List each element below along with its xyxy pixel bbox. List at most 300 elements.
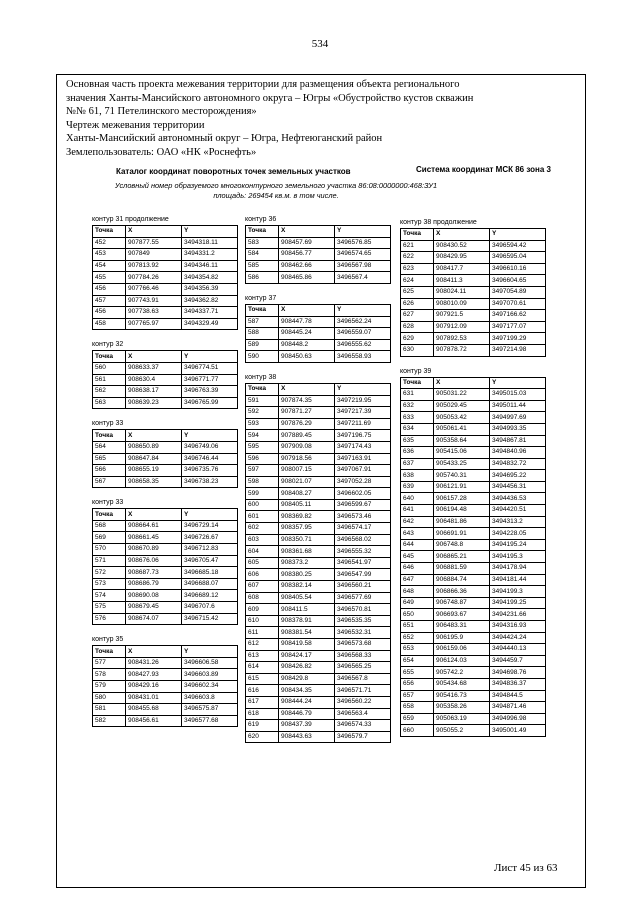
point-cell: 600	[246, 499, 279, 511]
point-cell: 564	[93, 441, 126, 453]
x-cell: 908429.95	[434, 252, 490, 264]
contour-title: контур 38	[245, 373, 277, 381]
y-cell: 3496746.44	[182, 453, 238, 465]
column-header: Точка	[246, 226, 279, 238]
x-cell: 908434.35	[279, 685, 335, 697]
x-cell: 908405.54	[279, 592, 335, 604]
point-cell: 638	[401, 470, 434, 482]
y-cell: 3494337.71	[182, 307, 238, 319]
x-cell: 908430.52	[434, 240, 490, 252]
contour-title: контур 36	[245, 216, 277, 223]
table-row	[93, 374, 238, 386]
point-cell: 629	[401, 333, 434, 345]
x-cell: 908630.4	[126, 374, 182, 386]
x-cell: 908419.58	[279, 639, 335, 651]
column-header: Y	[182, 351, 238, 363]
table-column-left	[92, 215, 238, 737]
point-cell: 644	[401, 539, 434, 551]
y-cell: 3496685.18	[182, 567, 238, 579]
table-row	[246, 639, 391, 651]
x-cell: 908431.01	[126, 692, 182, 704]
point-cell: 606	[246, 569, 279, 581]
y-cell: 3495015.03	[490, 389, 546, 401]
y-cell: 3494832.72	[490, 458, 546, 470]
coordinates-table	[92, 225, 238, 330]
column-header: X	[126, 509, 182, 521]
x-cell: 908380.25	[279, 569, 335, 581]
y-cell: 3496571.71	[335, 685, 391, 697]
x-cell: 905055.2	[434, 725, 490, 737]
x-cell: 908655.19	[126, 465, 182, 477]
point-cell: 456	[93, 283, 126, 295]
y-cell: 3497174.43	[335, 441, 391, 453]
y-cell: 3494318.11	[182, 237, 238, 249]
x-cell: 907784.26	[126, 272, 182, 284]
x-cell: 908426.82	[279, 662, 335, 674]
point-cell: 635	[401, 435, 434, 447]
x-cell: 908456.77	[279, 249, 335, 261]
coordinates-table	[400, 228, 546, 357]
point-cell: 568	[93, 520, 126, 532]
column-header: Точка	[93, 646, 126, 658]
y-cell: 3494836.37	[490, 678, 546, 690]
x-cell: 908382.14	[279, 581, 335, 593]
column-header: X	[126, 351, 182, 363]
point-cell: 579	[93, 681, 126, 693]
contour-block	[92, 215, 238, 330]
point-cell: 580	[93, 692, 126, 704]
y-cell: 3494997.69	[490, 412, 546, 424]
column-header: Точка	[246, 304, 279, 316]
y-cell: 3496749.06	[182, 441, 238, 453]
y-cell: 3496535.35	[335, 615, 391, 627]
point-cell: 454	[93, 260, 126, 272]
x-cell: 908462.66	[279, 260, 335, 272]
table-row	[246, 534, 391, 546]
point-cell: 560	[93, 362, 126, 374]
x-cell: 906195.9	[434, 632, 490, 644]
y-cell: 3494313.2	[490, 516, 546, 528]
y-cell: 3496555.62	[335, 339, 391, 351]
coordinates-table	[92, 645, 238, 727]
point-cell: 576	[93, 613, 126, 625]
column-header: Точка	[246, 383, 279, 395]
y-cell: 3496765.99	[182, 397, 238, 409]
column-header: X	[434, 377, 490, 389]
column-header: X	[126, 226, 182, 238]
y-cell: 3494195.24	[490, 539, 546, 551]
table-row	[246, 351, 391, 363]
x-cell: 908638.17	[126, 386, 182, 398]
table-row	[93, 272, 238, 284]
table-row	[93, 283, 238, 295]
table-row	[401, 412, 546, 424]
y-cell: 3496541.97	[335, 557, 391, 569]
contour-title: контур 32	[92, 341, 124, 349]
x-cell: 907878.72	[434, 344, 490, 356]
table-row	[246, 272, 391, 284]
header-line: значения Ханты-Мансийского автономного округа – Югры «Обустройство кустов скважин	[66, 92, 474, 104]
table-row	[93, 532, 238, 544]
y-cell: 3496595.04	[490, 252, 546, 264]
y-cell: 3496575.87	[182, 704, 238, 716]
column-header: X	[279, 304, 335, 316]
point-cell: 625	[401, 286, 434, 298]
point-cell: 653	[401, 644, 434, 656]
table-row	[246, 627, 391, 639]
y-cell: 3496774.51	[182, 362, 238, 374]
y-cell: 3494993.35	[490, 423, 546, 435]
column-header: X	[434, 229, 490, 241]
y-cell: 3494316.93	[490, 621, 546, 633]
point-cell: 453	[93, 249, 126, 261]
y-cell: 3494346.11	[182, 260, 238, 272]
table-row	[246, 316, 391, 328]
point-cell: 574	[93, 590, 126, 602]
x-cell: 908378.91	[279, 615, 335, 627]
y-cell: 3495011.44	[490, 400, 546, 412]
y-cell: 3494440.13	[490, 644, 546, 656]
table-row	[401, 458, 546, 470]
x-cell: 908633.37	[126, 362, 182, 374]
document-header	[66, 78, 576, 160]
y-cell: 3494331.2	[182, 249, 238, 261]
coordinates-table	[92, 508, 238, 625]
point-cell: 649	[401, 597, 434, 609]
table-row	[93, 692, 238, 704]
point-cell: 562	[93, 386, 126, 398]
point-cell: 646	[401, 563, 434, 575]
table-row	[401, 528, 546, 540]
x-cell: 908445.24	[279, 328, 335, 340]
x-cell: 908021.07	[279, 476, 335, 488]
y-cell: 3496573.68	[335, 639, 391, 651]
x-cell: 908369.82	[279, 511, 335, 523]
sheet-number: Лист 45 из 63	[494, 862, 558, 874]
y-cell: 3497054.89	[490, 286, 546, 298]
table-row	[93, 476, 238, 488]
table-row	[246, 328, 391, 340]
point-cell: 583	[246, 237, 279, 249]
column-header: Точка	[401, 377, 434, 389]
y-cell: 3497166.62	[490, 310, 546, 322]
y-cell: 3496577.68	[182, 715, 238, 727]
point-cell: 566	[93, 465, 126, 477]
y-cell: 3496559.07	[335, 328, 391, 340]
y-cell: 3496577.69	[335, 592, 391, 604]
column-header: Y	[490, 229, 546, 241]
y-cell: 3496563.4	[335, 708, 391, 720]
x-cell: 906481.86	[434, 516, 490, 528]
y-cell: 3494695.22	[490, 470, 546, 482]
y-cell: 3497214.98	[490, 344, 546, 356]
point-cell: 659	[401, 713, 434, 725]
y-cell: 3496729.14	[182, 520, 238, 532]
point-cell: 582	[93, 715, 126, 727]
point-cell: 636	[401, 447, 434, 459]
point-cell: 598	[246, 476, 279, 488]
contour-title: контур 33	[92, 499, 124, 507]
point-cell: 617	[246, 696, 279, 708]
table-row	[93, 249, 238, 261]
x-cell: 908429.16	[126, 681, 182, 693]
y-cell: 3496707.6	[182, 602, 238, 614]
y-cell: 3496606.58	[182, 657, 238, 669]
x-cell: 906691.91	[434, 528, 490, 540]
y-cell: 3494424.24	[490, 632, 546, 644]
x-cell: 905740.31	[434, 470, 490, 482]
x-cell: 908465.86	[279, 272, 335, 284]
y-cell: 3494199.25	[490, 597, 546, 609]
point-cell: 640	[401, 493, 434, 505]
x-cell: 906483.31	[434, 621, 490, 633]
y-cell: 3494840.96	[490, 447, 546, 459]
point-cell: 637	[401, 458, 434, 470]
table-row	[246, 546, 391, 558]
x-cell: 908676.06	[126, 555, 182, 567]
table-row	[401, 447, 546, 459]
point-cell: 599	[246, 488, 279, 500]
x-cell: 906159.06	[434, 644, 490, 656]
x-cell: 908447.78	[279, 316, 335, 328]
y-cell: 3496604.65	[490, 275, 546, 287]
table-row	[93, 237, 238, 249]
point-cell: 639	[401, 481, 434, 493]
point-cell: 578	[93, 669, 126, 681]
point-cell: 575	[93, 602, 126, 614]
y-cell: 3496560.21	[335, 581, 391, 593]
x-cell: 908361.68	[279, 546, 335, 558]
x-cell: 908448.2	[279, 339, 335, 351]
point-cell: 627	[401, 310, 434, 322]
x-cell: 908427.93	[126, 669, 182, 681]
column-header: Y	[182, 226, 238, 238]
y-cell: 3496574.65	[335, 249, 391, 261]
point-cell: 626	[401, 298, 434, 310]
table-row	[93, 397, 238, 409]
y-cell: 3496567.98	[335, 260, 391, 272]
y-cell: 3494181.44	[490, 574, 546, 586]
table-row	[401, 516, 546, 528]
table-row	[93, 715, 238, 727]
table-row	[401, 702, 546, 714]
y-cell: 3496705.47	[182, 555, 238, 567]
y-cell: 3496573.46	[335, 511, 391, 523]
table-row	[246, 418, 391, 430]
x-cell: 908679.45	[126, 602, 182, 614]
table-row	[93, 590, 238, 602]
x-cell: 906881.59	[434, 563, 490, 575]
subtitle-line: площадь: 269454 кв.м. в том числе.	[213, 191, 339, 200]
point-cell: 577	[93, 657, 126, 669]
table-row	[401, 435, 546, 447]
table-row	[401, 678, 546, 690]
y-cell: 3496603.89	[182, 669, 238, 681]
point-cell: 458	[93, 318, 126, 330]
table-row	[93, 318, 238, 330]
point-cell: 647	[401, 574, 434, 586]
y-cell: 3497196.75	[335, 430, 391, 442]
table-row	[246, 685, 391, 697]
contour-block	[92, 635, 238, 727]
point-cell: 609	[246, 604, 279, 616]
point-cell: 615	[246, 673, 279, 685]
coordinates-table	[245, 225, 391, 284]
x-cell: 908658.35	[126, 476, 182, 488]
y-cell: 3497070.61	[490, 298, 546, 310]
point-cell: 602	[246, 523, 279, 535]
y-cell: 3496763.39	[182, 386, 238, 398]
point-cell: 595	[246, 441, 279, 453]
point-cell: 650	[401, 609, 434, 621]
table-row	[401, 563, 546, 575]
header-line: Основная часть проекта межевания территории для размещения объекта регионального	[66, 79, 460, 90]
x-cell: 908408.27	[279, 488, 335, 500]
point-cell: 656	[401, 678, 434, 690]
point-cell: 613	[246, 650, 279, 662]
x-cell: 907909.08	[279, 441, 335, 453]
table-row	[246, 662, 391, 674]
contour-block	[400, 367, 546, 737]
point-cell: 618	[246, 708, 279, 720]
table-row	[246, 430, 391, 442]
column-header: Y	[182, 430, 238, 442]
table-row	[246, 499, 391, 511]
y-cell: 3496735.76	[182, 465, 238, 477]
table-header-row	[93, 430, 238, 442]
x-cell: 908411.3	[434, 275, 490, 287]
x-cell: 908357.95	[279, 523, 335, 535]
y-cell: 3497052.28	[335, 476, 391, 488]
x-cell: 906124.03	[434, 655, 490, 667]
x-cell: 907849	[126, 249, 182, 261]
point-cell: 612	[246, 639, 279, 651]
parcel-subtitle	[86, 181, 466, 201]
y-cell: 3494195.3	[490, 551, 546, 563]
table-row	[401, 321, 546, 333]
coordinates-table	[400, 377, 546, 737]
coordinate-system: Система координат МСК 86 зона 3	[416, 165, 551, 174]
table-row	[246, 511, 391, 523]
point-cell: 611	[246, 627, 279, 639]
table-row	[246, 720, 391, 732]
point-cell: 455	[93, 272, 126, 284]
header-line: №№ 61, 71 Петелинского месторождения»	[66, 106, 257, 118]
x-cell: 905416.73	[434, 690, 490, 702]
point-cell: 631	[401, 389, 434, 401]
x-cell: 908381.54	[279, 627, 335, 639]
table-row	[93, 465, 238, 477]
table-row	[401, 310, 546, 322]
point-cell: 452	[93, 237, 126, 249]
table-row	[401, 574, 546, 586]
point-cell: 588	[246, 328, 279, 340]
y-cell: 3494867.81	[490, 435, 546, 447]
table-row	[93, 578, 238, 590]
x-cell: 908437.39	[279, 720, 335, 732]
y-cell: 3496594.42	[490, 240, 546, 252]
point-cell: 591	[246, 395, 279, 407]
table-row	[401, 298, 546, 310]
table-row	[246, 592, 391, 604]
x-cell: 906748.87	[434, 597, 490, 609]
x-cell: 906884.74	[434, 574, 490, 586]
y-cell: 3496555.32	[335, 546, 391, 558]
y-cell: 3496738.23	[182, 476, 238, 488]
table-row	[401, 286, 546, 298]
point-cell: 610	[246, 615, 279, 627]
point-cell: 641	[401, 505, 434, 517]
y-cell: 3496715.42	[182, 613, 238, 625]
point-cell: 632	[401, 400, 434, 412]
table-row	[93, 520, 238, 532]
x-cell: 908446.79	[279, 708, 335, 720]
x-cell: 908650.89	[126, 441, 182, 453]
point-cell: 603	[246, 534, 279, 546]
table-row	[401, 505, 546, 517]
column-header: X	[279, 383, 335, 395]
x-cell: 907765.97	[126, 318, 182, 330]
table-row	[93, 602, 238, 614]
table-row	[246, 453, 391, 465]
point-cell: 657	[401, 690, 434, 702]
point-cell: 604	[246, 546, 279, 558]
point-cell: 589	[246, 339, 279, 351]
contour-title: контур 39	[400, 367, 432, 375]
point-cell: 597	[246, 465, 279, 477]
x-cell: 905434.68	[434, 678, 490, 690]
x-cell: 908456.61	[126, 715, 182, 727]
point-cell: 655	[401, 667, 434, 679]
x-cell: 908457.69	[279, 237, 335, 249]
x-cell: 908450.63	[279, 351, 335, 363]
point-cell: 585	[246, 260, 279, 272]
point-cell: 654	[401, 655, 434, 667]
table-header-row	[401, 229, 546, 241]
x-cell: 908007.15	[279, 465, 335, 477]
point-cell: 630	[401, 344, 434, 356]
point-cell: 584	[246, 249, 279, 261]
x-cell: 906866.36	[434, 586, 490, 598]
point-cell: 594	[246, 430, 279, 442]
table-row	[93, 567, 238, 579]
table-row	[401, 389, 546, 401]
column-header: Y	[335, 304, 391, 316]
table-row	[246, 696, 391, 708]
table-row	[246, 708, 391, 720]
table-row	[401, 481, 546, 493]
point-cell: 643	[401, 528, 434, 540]
table-row	[401, 725, 546, 737]
column-header: Y	[335, 383, 391, 395]
x-cell: 907877.55	[126, 237, 182, 249]
table-row	[401, 655, 546, 667]
x-cell: 908674.07	[126, 613, 182, 625]
coordinates-table	[92, 350, 238, 409]
x-cell: 907921.5	[434, 310, 490, 322]
header-line: Чертеж межевания территории	[66, 119, 205, 131]
x-cell: 907912.09	[434, 321, 490, 333]
table-row	[93, 386, 238, 398]
point-cell: 581	[93, 704, 126, 716]
column-header: Y	[335, 226, 391, 238]
table-column-middle	[245, 215, 391, 753]
y-cell: 3497217.39	[335, 407, 391, 419]
table-row	[246, 523, 391, 535]
point-cell: 590	[246, 351, 279, 363]
table-row	[246, 581, 391, 593]
point-cell: 605	[246, 557, 279, 569]
